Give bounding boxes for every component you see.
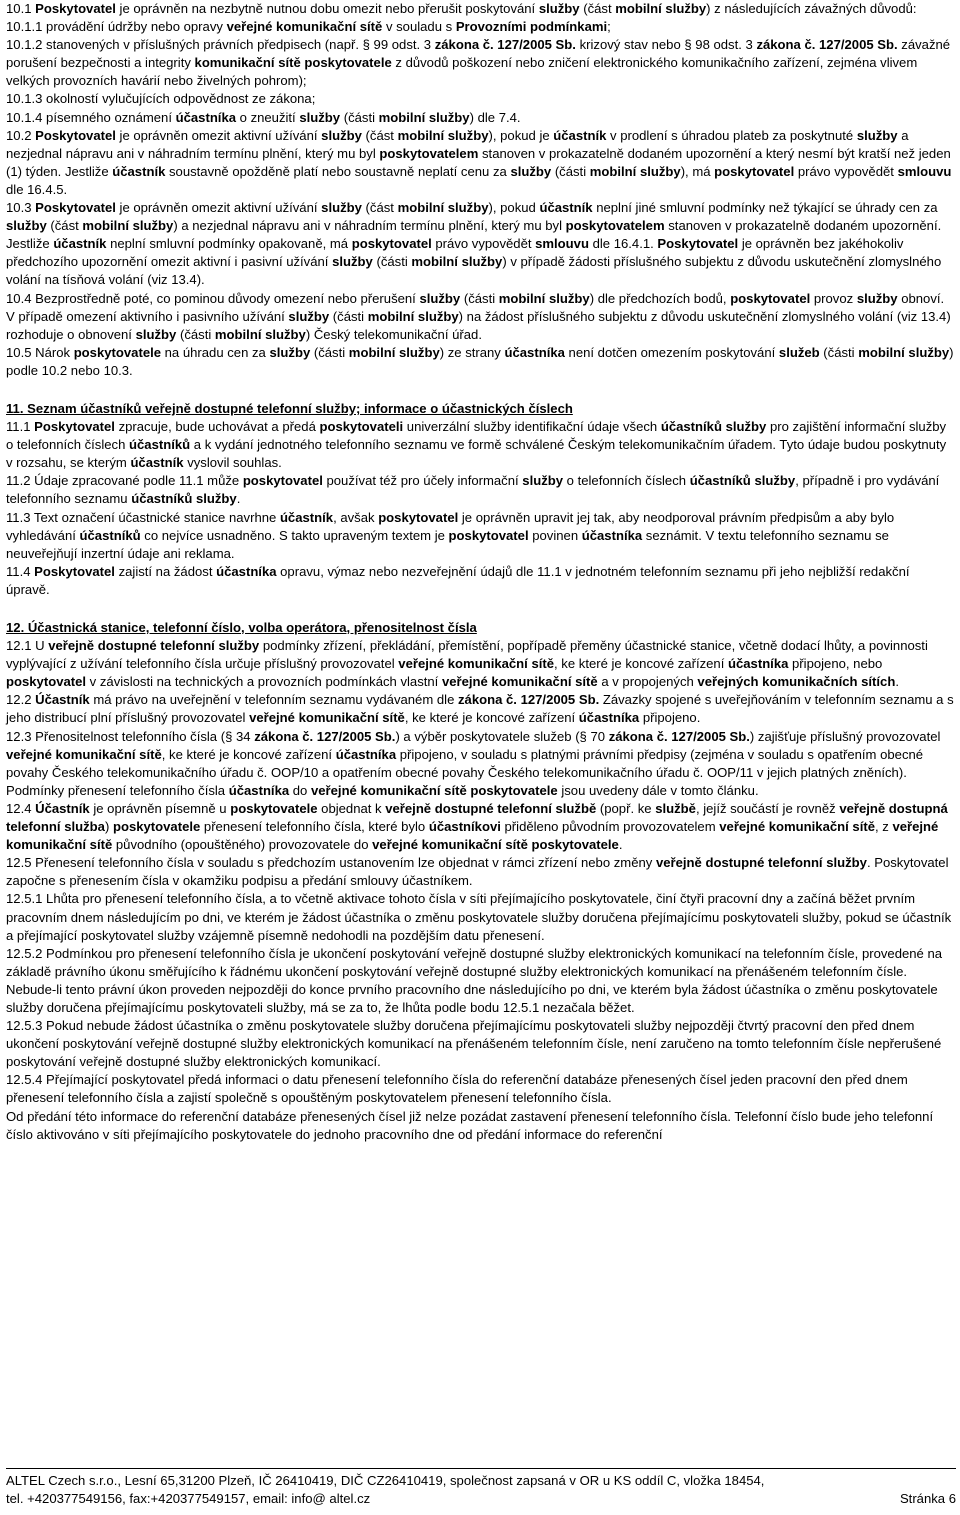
bold-term: zákona č. 127/2005 Sb. <box>756 37 898 53</box>
bold-term: služby <box>522 473 564 489</box>
bold-term: služby <box>332 254 373 270</box>
footer-company-line: ALTEL Czech s.r.o., Lesní 65,31200 Plzeň, IČ 26410419, DIČ CZ26410419, společnost zapsaná v OR u KS oddíl C, vložka 18454, <box>6 1473 765 1488</box>
bold-term: služby <box>6 218 47 234</box>
bold-term: účastníků <box>79 527 141 543</box>
bold-term: účastníka <box>335 746 397 762</box>
bold-term: službě <box>655 800 696 816</box>
bold-term: účastník <box>130 455 184 471</box>
paragraph: 10.2 Poskytovatel je oprávněn omezit aktivní užívání služby (část mobilní služby), pokud je účastník v prodlení s úhradou plateb za poskytnuté služby a nezjednal nápravu ani v náhradním termínu plnění, který mu byl poskytovatelem stanoven v prokazatelně dodaném upozornění a který nesmí být kratší než jeden (1) týden. Jestliže účastník soustavně opožděně platí nebo soustavně neplatí cenu za služby (části mobilní služby), má poskytovatel právo vypovědět smlouvu dle 16.4.5. <box>6 127 952 197</box>
bold-term: služby <box>538 1 580 16</box>
bold-term: veřejné komunikační sítě <box>249 710 405 726</box>
bold-term: služby <box>321 200 362 216</box>
bold-term: smlouvu <box>897 163 952 179</box>
bold-term: Poskytovatel <box>34 563 115 579</box>
bold-term: poskytovatel <box>730 290 811 306</box>
bold-term: Poskytovatel <box>657 236 739 252</box>
bold-term: veřejné komunikační sítě <box>226 19 383 35</box>
bold-term: Poskytovatel <box>35 127 116 143</box>
paragraph: 10.5 Nárok poskytovatele na úhradu cen za služby (části mobilní služby) ze strany účastníka není dotčen omezením poskytování služeb (části mobilní služby) podle 10.2 nebo 10.3. <box>6 344 954 378</box>
page-number: Stránka 6 <box>899 1491 956 1506</box>
bold-term: účastníka <box>228 782 290 798</box>
paragraph: 12.2 Účastník má právo na uveřejnění v telefonním seznamu vydávaném dle zákona č. 127/2005 Sb. Závazky spojené s uveřejňováním v telefonním seznamu a s jeho distribucí plní příslušný provozovatel veřejné komunikační sítě, ke které je koncové zařízení účastníka připojeno. <box>6 692 954 726</box>
bold-term: mobilní služby <box>411 254 503 270</box>
bold-term: poskytovateli <box>319 419 404 435</box>
bold-term: poskytovatele <box>112 819 201 835</box>
bold-term: účastníků <box>129 437 191 453</box>
bold-term: účastník <box>112 163 166 179</box>
bold-term: Poskytovatel <box>34 419 115 435</box>
bold-term: mobilní služby <box>858 344 950 360</box>
paragraph: 10.1.4 písemného oznámení účastníka o zneužití služby (části mobilní služby) dle 7.4. <box>6 109 521 125</box>
bold-term: poskytovatel <box>378 509 459 525</box>
bold-term: účastníka <box>175 109 237 125</box>
paragraph: 11.4 Poskytovatel zajistí na žádost účastníka opravu, výmaz nebo nezveřejnění údajů dle 11.1 v jednotném telefonním seznamu při jeho nejbližší redakční úpravě. <box>6 563 910 597</box>
bold-term: poskytovatel <box>242 473 323 489</box>
bold-term: Účastník <box>35 692 90 708</box>
bold-term: zákona č. 127/2005 Sb. <box>458 692 600 708</box>
paragraph: Od předání této informace do referenční databáze přenesených čísel již nelze pozádat zastavení přenesení telefonního čísla. Telefonní číslo bude jeho telefonní číslo aktivováno v síti přejímajícího poskytovatele do jednoho pracovního dne od předání informace do referenční <box>6 1108 934 1142</box>
bold-term: služby <box>135 326 177 342</box>
bold-term: Poskytovatel <box>35 200 116 216</box>
bold-term: veřejně dostupná telefonní služba <box>6 800 948 835</box>
paragraph: 10.3 Poskytovatel je oprávněn omezit aktivní užívání služby (část mobilní služby), pokud účastník neplní jiné smluvní podmínky než týkající se úhrady cen za služby (část mobilní služby) a nezjednal nápravu ani v náhradním termínu plnění, který mu byl poskytovatelem stanoven v prokazatelně dodaném upozornění. Jestliže účastník neplní smluvní podmínky opakovaně, má poskytovatel právo vypovědět smlouvu dle 16.4.1. Poskytovatel je oprávněn bez jakéhokoliv předchozího upozornění omezit aktivní i pasivní užívání služby (části mobilní služby) v případě žádosti příslušného subjektu z důvodu uskutečnění zlomyslného volání na tísňová volání (viz 13.4). <box>6 200 942 288</box>
paragraph-spacer <box>6 380 956 400</box>
paragraph: 10.1 Poskytovatel je oprávněn na nezbytně nutnou dobu omezit nebo přerušit poskytování služby (část mobilní služby) z následujících závažných důvodů: <box>6 1 917 16</box>
bold-term: služby <box>419 290 461 306</box>
bold-term: Poskytovatel <box>35 1 116 16</box>
bold-term: poskytovatel <box>351 236 432 252</box>
bold-term: Provozními podmínkami <box>455 19 608 35</box>
bold-term: smlouvu <box>535 236 589 252</box>
bold-term: služby <box>856 290 898 306</box>
bold-term: mobilní služby <box>378 109 470 125</box>
bold-term: mobilní služby <box>397 200 489 216</box>
bold-term: poskytovatel <box>714 163 795 179</box>
paragraph: 12.5.3 Pokud nebude žádost účastníka o změnu poskytovatele služby doručena přejímajícímu poskytovateli služby nejpozději čtvrtý pracovní den před dnem ukončení poskytování veřejně dostupné služby elektronických komunikací na přenášeném telefonním čísle, není zaručeno na tomto telefonním čísle nepřerušené poskytování veřejně dostupné služby elektronických komunikací. <box>6 1018 942 1070</box>
paragraph: 10.4 Bezprostředně poté, co pominou důvody omezení nebo přerušení služby (části mobilní služby) dle předchozích bodů, poskytovatel provoz služby obnoví. V případě omezení aktivního i pasivního užívání služby (části mobilní služby) na žádost příslušného subjektu z důvodu uskutečnění zlomyslného volání (viz 13.4) rozhoduje o obnovení služby (části mobilní služby) Český telekomunikační úřad. <box>6 290 951 342</box>
bold-term: účastníka <box>578 710 640 726</box>
bold-term: mobilní služby <box>214 326 306 342</box>
bold-term: veřejně dostupné telefonní služby <box>48 638 260 654</box>
bold-term: účastníka <box>727 656 789 672</box>
bold-term: veřejné komunikační sítě <box>6 746 162 762</box>
bold-term: účastníků služby <box>660 419 767 435</box>
paragraph: 10.1.1 provádění údržby nebo opravy veřejné komunikační sítě v souladu s Provozními podmínkami; <box>6 19 611 35</box>
paragraph: 12.5.4 Přejímající poskytovatel předá informaci o datu přenesení telefonního čísla do referenční databáze přenesených čísel jeden pracovní den před dnem přenesení telefonního čísla a zajistí společně s opouštěným poskytovatelem přenesení telefonního čísla. <box>6 1072 908 1106</box>
bold-term: účastníků služby <box>131 491 237 507</box>
bold-term: veřejně dostupné telefonní službě <box>385 800 597 816</box>
bold-term: veřejných komunikačních sítích <box>697 674 896 690</box>
paragraph: 12.3 Přenositelnost telefonního čísla (§ 34 zákona č. 127/2005 Sb.) a výběr poskytovatele služeb (§ 70 zákona č. 127/2005 Sb.) zajišťuje příslušný provozovatel veřejné komunikační sítě, ke které je koncové zařízení účastníka připojeno, v souladu s platnými právními předpisy (zejména v souladu s opatřením obecné povahy Českého telekomunikačního úřadu č. OOP/10 a opatřením obecné povahy Českého telekomunikačního úřadu č. OOP/11 v jejich platných zněních). Podmínky přenesení telefonního čísla účastníka do veřejné komunikační sítě poskytovatele jsou uvedeny dále v tomto článku. <box>6 728 941 798</box>
bold-term: služby <box>510 163 552 179</box>
bold-term: poskytovatel <box>6 674 87 690</box>
bold-term: veřejně dostupné telefonní služby <box>655 855 867 871</box>
paragraph: 11.3 Text označení účastnické stanice navrhne účastník, avšak poskytovatel je oprávněn upravit jej tak, aby neodporoval právním předpisům a aby bylo vyhledávání účastníků co nejvíce usnadněno. S takto upraveným textem je poskytovatel povinen účastníka seznámit. V textu telefonního seznamu se neuveřejňují inzertní údaje ani reklama. <box>6 509 895 561</box>
bold-term: zákona č. 127/2005 Sb. <box>254 728 396 744</box>
bold-term: veřejné komunikační sítě poskytovatele <box>310 782 558 798</box>
bold-term: účastník <box>279 509 334 525</box>
bold-term: veřejné komunikační sítě <box>398 656 555 672</box>
bold-term: veřejné komunikační sítě poskytovatele <box>372 837 619 853</box>
bold-term: veřejné komunikační sítě <box>441 674 598 690</box>
section-heading: 11. Seznam účastníků veřejně dostupné telefonní služby; informace o účastnických číslech <box>6 400 573 416</box>
bold-term: zákona č. 127/2005 Sb. <box>608 728 750 744</box>
paragraph: 11.1 Poskytovatel zpracuje, bude uchovávat a předá poskytovateli univerzální služby identifikační údaje všech účastníků služby pro zajištění informační služby o telefonních číslech účastníků a k vydání jednotného telefonního seznamu ve formě schválené Českým telekomunikačním úřadem. Tyto údaje budou poskytnuty v rozsahu, se kterým účastník vyslovil souhlas. <box>6 419 947 471</box>
bold-term: účastníka <box>581 527 643 543</box>
bold-term: zákona č. 127/2005 Sb. <box>434 37 576 53</box>
paragraph: 12.4 Účastník je oprávněn písemně u poskytovatele objednat k veřejně dostupné telefonní službě (popř. ke službě, jejíž součástí je rovněž veřejně dostupná telefonní služba) poskytovatele přenesení telefonního čísla, které bylo účastníkovi přiděleno původním provozovatelem veřejné komunikační sítě, z veřejné komunikační sítě původního (opouštěného) provozovatele do veřejné komunikační sítě poskytovatele. <box>6 800 948 853</box>
bold-term: služby <box>856 127 898 143</box>
bold-term: poskytovatele <box>73 344 162 360</box>
bold-term: služby <box>321 127 362 143</box>
paragraph: 10.1.3 okolností vylučujících odpovědnost ze zákona; <box>6 91 316 107</box>
bold-term: veřejné komunikační sítě <box>719 819 875 835</box>
bold-term: účastník <box>553 127 607 143</box>
bold-term: mobilní služby <box>82 218 174 234</box>
bold-term: služby <box>299 109 341 125</box>
bold-term: mobilní služby <box>498 290 590 306</box>
page-footer <box>6 1468 956 1508</box>
bold-term: služeb <box>778 344 820 360</box>
bold-term: mobilní služby <box>589 163 681 179</box>
bold-term: mobilní služby <box>615 1 707 16</box>
footer-contact-line: tel. +420377549156, fax:+420377549157, email: info@ altel.cz <box>6 1491 371 1506</box>
bold-term: poskytovatele <box>230 800 318 816</box>
bold-term: účastníkovi <box>428 819 501 835</box>
bold-term: mobilní služby <box>397 127 489 143</box>
paragraph: 11.2 Údaje zpracované podle 11.1 může poskytovatel používat též pro účely informační služby o telefonních číslech účastníků služby, případně i pro vydávání telefonního seznamu účastníků služby. <box>6 473 940 507</box>
paragraph: 12.1 U veřejně dostupné telefonní služby podmínky zřízení, překládání, přemístění, popřípadě přeměny účastnické stanice, včetně dodací lhůty, a povinnosti vyplývající z užívání telefonního čísla určuje příslušný provozovatel veřejné komunikační sítě, ke které je koncové zařízení účastníka připojeno, nebo poskytovatel v závislosti na technických a provozních podmínkách vlastní veřejné komunikační sítě a v propojených veřejných komunikačních sítích. <box>6 638 928 690</box>
bold-term: služby <box>269 344 311 360</box>
paragraph: 12.5 Přenesení telefonního čísla v souladu s předchozím ustanovením lze objednat v rámci zřízení nebo změny veřejně dostupné telefonní služby. Poskytovatel započne s přenesením čísla v okamžiku podpisu a předání smlouvy účastníkem. <box>6 855 949 889</box>
bold-term: komunikační sítě poskytovatele <box>194 55 392 71</box>
bold-term: účastníka <box>216 563 277 579</box>
bold-term: veřejné komunikační sítě <box>6 819 939 853</box>
section-heading: 12. Účastnická stanice, telefonní číslo, volba operátora, přenositelnost čísla <box>6 620 477 635</box>
document-body <box>6 0 956 1144</box>
bold-term: mobilní služby <box>348 344 440 360</box>
bold-term: účastníka <box>504 344 565 360</box>
bold-term: Účastník <box>35 800 90 816</box>
bold-term: mobilní služby <box>367 308 459 324</box>
bold-term: účastník <box>539 200 593 216</box>
paragraph-spacer <box>6 599 956 619</box>
paragraph: 12.5.1 Lhůta pro přenesení telefonního čísla, a to včetně aktivace tohoto čísla v síti přejímajícího poskytovatele, činí čtyři pracovní dny a začíná běžet prvním pracovním dnem následujícím po dni, ve kterém je žádost účastníka o změnu poskytovatele služby doručena přejímajícímu poskytovateli služby, pokud se účastník a přejímající poskytovatel služby vzájemně písemně nedohodli na pozdějším datu přenesení. <box>6 891 952 943</box>
bold-term: účastník <box>53 236 107 252</box>
bold-term: účastníků služby <box>689 473 796 489</box>
bold-term: služby <box>288 308 330 324</box>
paragraph: 10.1.2 stanovených v příslušných právních předpisech (např. § 99 odst. 3 zákona č. 127/2005 Sb. krizový stav nebo § 98 odst. 3 zákona č. 127/2005 Sb. závažné porušení bezpečnosti a integrity komunikační sítě poskytovatele z důvodů poškození nebo zničení elektronického komunikačního zařízení, zejména vlivem velkých provozních havárií nebo živelných pohrom); <box>6 37 951 89</box>
bold-term: poskytovatel <box>448 527 529 543</box>
paragraph: 12.5.2 Podmínkou pro přenesení telefonního čísla je ukončení poskytování veřejně dostupné služby elektronických komunikací na telefonním čísle, provedené na základě právního úkonu směřujícího k řádnému ukončení poskytování veřejně dostupné služby elektronických komunikací na přenášeném telefonním čísle. Nebude-li tento právní úkon proveden nejpozději do konce prvního pracovního dne následujícího po dni, ve kterém byla žádost účastníka o změnu poskytovatele služby doručena přejímajícímu poskytovateli služby, má se za to, že lhůta podle bodu 12.5.1 nezačala běžet. <box>6 945 943 1015</box>
bold-term: poskytovatelem <box>565 218 665 234</box>
bold-term: poskytovatelem <box>379 145 479 161</box>
